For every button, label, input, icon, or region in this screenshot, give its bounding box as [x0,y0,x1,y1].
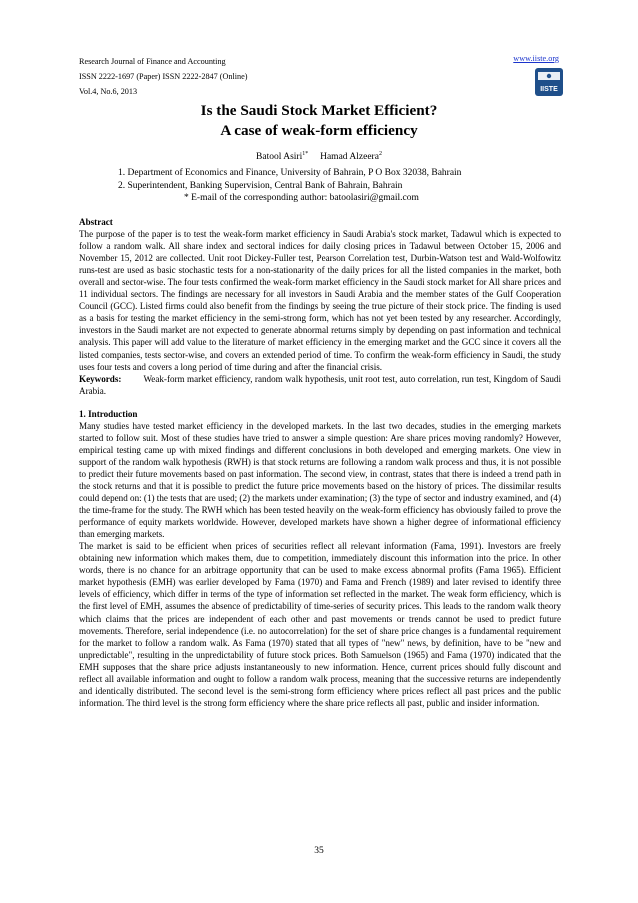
page-number: 35 [314,846,324,856]
affiliation-2: 2. Superintendent, Banking Supervision, Central Bank of Bahrain, Bahrain [118,180,403,191]
paper-title [0,101,638,141]
author-2: Hamad Alzeera [320,152,379,162]
iiste-logo [535,68,563,96]
journal-issn: ISSN 2222-1697 (Paper) ISSN 2222-2847 (Online) [79,72,248,81]
logo-text: IISTE [540,86,558,93]
journal-volume: Vol.4, No.6, 2013 [79,87,138,96]
keywords-text: Weak-form market efficiency, random walk hypothesis, unit root test, auto correlation, run test, Kingdom of Saudi Arabia. [79,373,561,396]
author-list [0,152,638,162]
introduction-paragraph-1: Many studies have tested market efficiency in the developed markets. In the last two decades, studies in the emerging markets started to follow suit. Most of these studies have tried to answer a simple question: Are share prices moving randomly? However, empirical testing came up with mixed findings and different conclusions in both developed and emerging markets. One view in support of the random walk hypothesis (RWH) is that stock returns are following a random walk process and thus, it is not possible to predict their future movements based on past information. The second view, in contrast, states that there is indeed a trend path in the stock returns and that it is possible to predict the future price movements based on the history of prices. The dissimilar results could depend on: (1) the tests that are used; (2) the markets under examination; (3) the type of sector and industry examined, and (4) the time-frame for the study. The RWH which has been tested heavily on the weak-form efficiency has obviously failed to prove the performance of equity markets worldwide. However, developed markets have shown a higher degree of informational efficiency than emerging markets. [79,420,561,540]
journal-url-link[interactable]: www.iiste.org [513,54,559,63]
corresponding-email: * E-mail of the corresponding author: batoolasiri@gmail.com [184,193,419,203]
author-1-marker: 1* [302,150,309,157]
title-line-2: A case of weak-form efficiency [220,122,418,139]
author-1: Batool Asiri [256,152,303,162]
abstract-heading: Abstract [79,217,113,227]
paper-body [79,216,561,709]
introduction-paragraph-2: The market is said to be efficient when prices of securities reflect all relevant information (Fama, 1991). Investors are freely obtaining new information which makes them, due to competition, immediately discount this information into the price. In other words, there is no chance for an arbitrage opportunity that can be used to make excess abnormal profits (Fama 1965). Efficient market hypothesis (EMH) was earlier developed by Fama (1970) and Fama and French (1989) and later revised to identify three levels of efficiency, which differ in terms of the type of information set reflected in the market. The weak form efficiency, which is the first level of EMH, assumes the absence of predictability of time-series of security prices. This leads to the random walk theory which claims that the prices are independent of each other and past movements or trends cannot be used to predict future movements. Therefore, serial independence (i.e. no autocorrelation) for the set of share price changes is a fundamental requirement for the market to follow a random walk. As Fama (1970) stated that all types of "new" news, by definition, have to be "new and unpredictable", resulting in the unpredictability of future stock prices. Both Samuelson (1965) and Fama (1970) indicated that the EMH supposes that the share price adjusts instantaneously to new information. Hence, current prices should fully discount and reflect all available information and ought to follow a random walk process, meaning that the successive returns are independently and identically distributed. The second level is the semi-strong form efficiency where prices reflect all past prices and the public information. The third level is the strong form efficiency where the share price reflects all past, public and insider information. [79,541,561,708]
affiliation-1: 1. Department of Economics and Finance, University of Bahrain, P O Box 32038, Bahrain [118,168,462,178]
author-2-marker: 2 [378,150,382,157]
keywords [79,373,561,397]
keywords-label: Keywords: [79,373,122,384]
journal-name: Research Journal of Finance and Accounting [79,57,226,66]
affiliations [118,167,461,205]
abstract-text: The purpose of the paper is to test the weak-form market efficiency in Saudi Arabia's stock market, Tadawul which is expected to follow a random walk. All share index and sectoral indices for daily closing prices in Tadawul between October 15, 2006 and November 15, 2012 are collected. Unit root Dickey-Fuller test, Pearson Correlation test, Durbin-Watson test and Wald-Wolfowitz runs-test are used as basic stochastic tests for a non-stationarity of the daily prices for all the listed companies in the market, both overall and sector-wise. The four tests confirmed the weak-form market efficiency in the Saudi stock market for All share prices and 11 individual sectors. The findings are necessary for all investors in Saudi Arabia and the member states of the Gulf Cooperation Council (GCC). Listed firms could also benefit from the findings by seeing the true picture of their stock price. The finding is used as a basis for testing the market efficiency in the semi-strong form, which has not yet been tested by any researcher. Accordingly, investors in the Saudi market are not expected to generate abnormal returns simply by depending on past information and technical analysis. This paper will add value to the literature of market efficiency in the emerging market and the GCC since it covers all the listed companies, tests sector-wise, and covers an extended period of time. To confirm the weak-form efficiency in Saudi, the study uses four tests and covers a long period of time during and after the financial crisis. [79,229,561,372]
journal-header [79,54,248,99]
introduction-heading: 1. Introduction [79,408,138,419]
title-line-1: Is the Saudi Stock Market Efficient? [200,102,438,119]
